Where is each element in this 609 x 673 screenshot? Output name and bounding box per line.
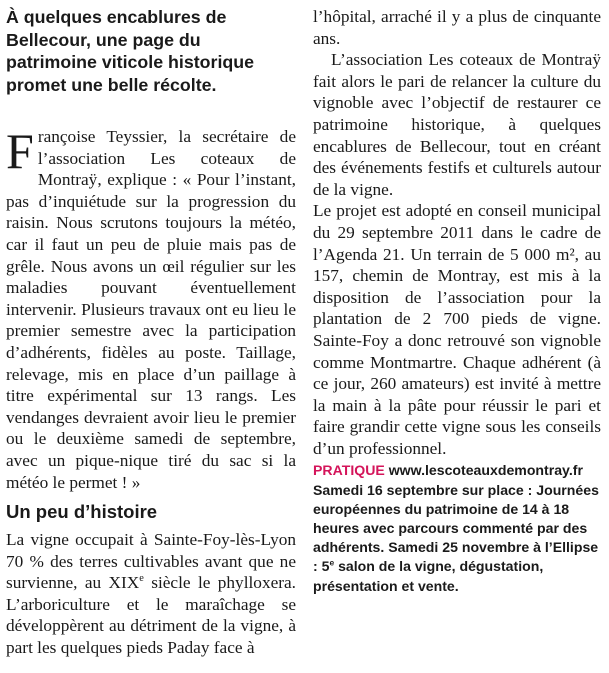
history-paragraph-1-continuation: l’hôpital, arraché il y a plus de cinquante ans.	[313, 7, 601, 48]
history-p1-text: La vigne occupait à Sainte-Foy-lès-Lyon 70 % des terres cultivables avant que ne survienne, au XIX	[6, 530, 296, 593]
practical-info-text: Samedi 16 septembre sur place : Journées européennes du patrimoine de 14 à 18 heures avec parcours commenté par des adhérents. Samedi 25 novembre à l’Ellipse : 5	[313, 481, 599, 575]
right-column	[313, 6, 601, 596]
edition-superscript: e	[329, 557, 335, 568]
century-superscript: e	[139, 573, 144, 585]
practical-info-box	[313, 461, 601, 595]
left-column	[6, 6, 296, 659]
history-paragraph-2: L’association Les coteaux de Montraÿ fait alors le pari de relancer la culture du vignoble avec l’objectif de restaurer ce patrimoine historique, à quelques encablures de Bellecour, tout en créant des événements festifs et culturels autour de la vigne.	[313, 50, 601, 199]
history-p1-continued: siècle le phylloxera. L’arboriculture et le maraîchage se développèrent au détriment de la vigne, à part les quelques pieds Paday face à	[6, 573, 296, 658]
history-paragraph-1	[6, 529, 296, 659]
practical-label: PRATIQUE	[313, 462, 385, 479]
history-paragraph-3: Le projet est adopté en conseil municipal du 29 septembre 2011 dans le cadre de l’Agenda 21. Un terrain de 5 000 m², au 157, chemin de Montray, est mis à la disposition de l’association pour la plantation de 2 700 pieds de vigne. Sainte-Foy a donc retrouvé son vignoble comme Montmartre. Chaque adhérent (à ce jour, 260 amateurs) est invité à mettre la main à la pâte pour réussir le pari et faire grandir cette vigne sous les conseils d’un professionnel.	[313, 201, 601, 458]
practical-info-text-end: salon de la vigne, dégustation, présentation et vente.	[313, 558, 544, 594]
article-lead: À quelques encablures de Bellecour, une page du patrimoine viticole historique promet une belle récolte.	[6, 7, 254, 95]
intro-paragraph	[6, 123, 296, 493]
association-website-link[interactable]: www.lescoteauxdemontray.fr	[388, 462, 583, 479]
intro-text: rançoise Teyssier, la secrétaire de l’association Les coteaux de Montraÿ, explique : « Pour l’instant, pas d’inquiétude sur la progression du raisin. Nous scrutons toujours la météo, car il faut un peu de pluie mais pas de grêle. Nous avons un œil régulier sur les maladies pouvant éventuellement intervenir. Plusieurs travaux ont eu lieu le premier semestre avec la participation d’adhérents, fidèles au poste. Taillage, relevage, mis en place d’un paillage à titre expérimental sur 13 rangs. Les vendanges devraient avoir lieu le premier ou le deuxième samedi de septembre, avec un pique-nique tiré du sac si la météo le permet ! »	[6, 127, 296, 492]
drop-cap: F	[6, 123, 34, 179]
section-heading-history: Un peu d’histoire	[6, 501, 158, 523]
